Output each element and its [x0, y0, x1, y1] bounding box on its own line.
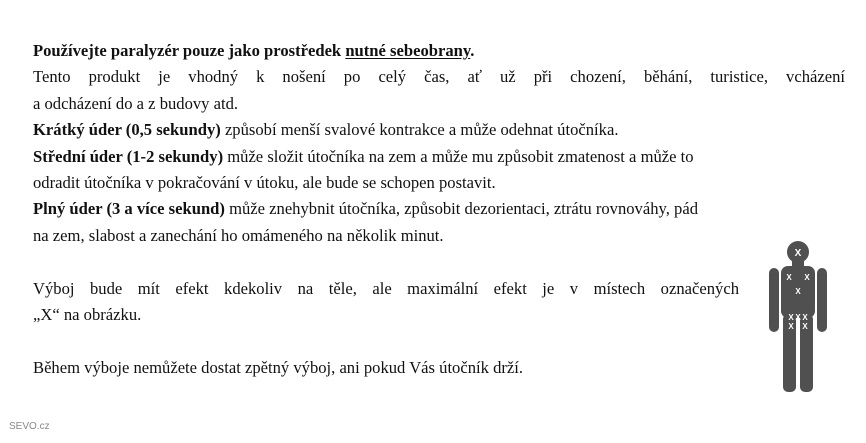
body-figure-svg — [768, 240, 828, 392]
human-body-target-icon — [768, 240, 828, 392]
short-strike-bold: Krátký úder (0,5 sekundy) — [33, 120, 221, 140]
source-watermark: SEVO.cz — [9, 421, 50, 432]
effect-line2: „X“ na obrázku. — [33, 305, 142, 325]
right-hip-x-mark: X — [802, 313, 808, 322]
right-thigh-x-mark: X — [802, 322, 808, 331]
effect-line1: Výboj bude mít efekt kdekoliv na těle, ale maximální efekt je v místech označených — [33, 278, 739, 298]
intro-underlined: nutné sebeobrany — [345, 41, 471, 60]
left-hip-x-mark: X — [788, 313, 794, 322]
intro-text — [33, 41, 474, 60]
right-shoulder-x-mark: X — [804, 273, 810, 282]
medium-strike-bold: Střední úder (1-2 sekundy) — [33, 146, 224, 166]
short-strike-text: způsobí menší svalové kontrakce a může odehnat útočníka. — [220, 120, 619, 140]
para1-line1: Tento produkt je vhodný k nošení po celý čas, ať už při chození, běhání, turistice, vcházení — [33, 67, 845, 87]
medium-strike-line2: odradit útočníka v pokračování v útoku, ale bude se schopen postavit. — [33, 173, 496, 193]
spacer — [33, 249, 845, 275]
backshock-line: Během výboje nemůžete dostat zpětný výboj, ani pokud Vás útočník drží. — [33, 357, 524, 377]
full-strike-line2: na zem, slabost a zanechání ho omámeného na několik minut. — [33, 225, 444, 245]
full-strike-bold: Plný úder (3 a více sekund) — [33, 199, 225, 219]
left-thigh-x-mark: X — [788, 322, 794, 331]
document-body — [33, 38, 845, 381]
intro-text-a: Používejte paralyzér pouze jako prostředek — [33, 41, 346, 60]
center-hip-x-mark: X — [795, 313, 801, 322]
medium-strike-text: může složit útočníka na zem a může mu způsobit zmatenost a může to — [223, 146, 694, 166]
short-strike-line — [33, 117, 845, 143]
full-strike-line — [33, 196, 845, 222]
spacer — [33, 328, 845, 354]
head-x-mark: X — [794, 248, 802, 259]
full-strike-text: může znehybnit útočníka, způsobit dezorientaci, ztrátu rovnováhy, pád — [224, 199, 698, 219]
medium-strike-line — [33, 144, 845, 170]
para1-line2: a odcházení do a z budovy atd. — [33, 93, 239, 113]
right-arm-shape — [817, 268, 827, 332]
intro-line — [33, 38, 845, 64]
chest-x-mark: X — [795, 287, 801, 296]
left-shoulder-x-mark: X — [786, 273, 792, 282]
intro-text-b: . — [470, 41, 475, 60]
left-arm-shape — [769, 268, 779, 332]
